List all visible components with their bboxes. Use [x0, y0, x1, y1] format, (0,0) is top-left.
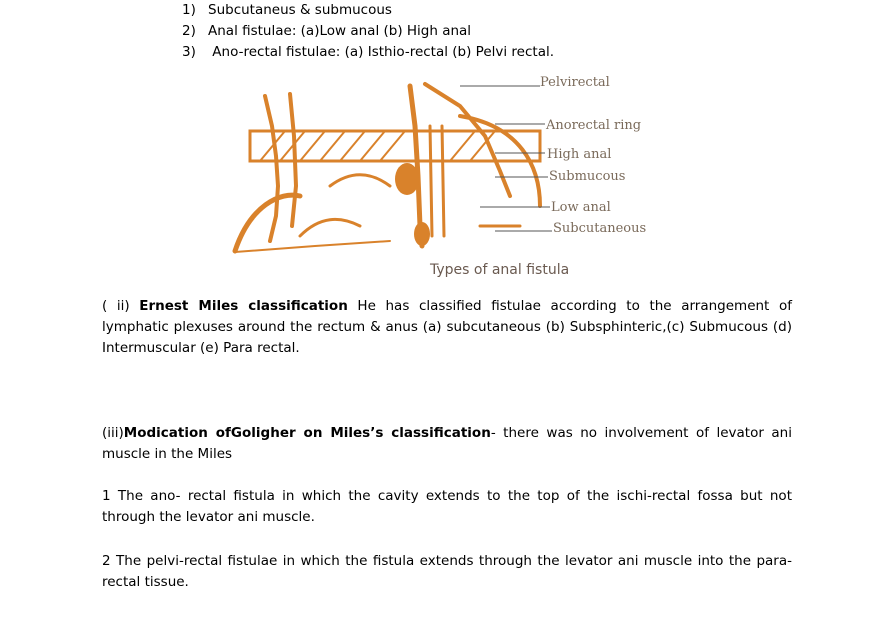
list-item: [182, 0, 554, 21]
label-high-anal: High anal: [547, 147, 612, 162]
figure-caption: Types of anal fistula: [430, 262, 570, 278]
list-text: Ano-rectal fistulae: (a) Isthio-rectal (b) Pelvi rectal.: [208, 44, 555, 60]
ano-rectal-fistula-paragraph: 1 The ano- rectal fistula in which the cavity extends to the top of the ischi-rectal fossa but not through the levator ani muscle.: [102, 488, 792, 525]
anal-fistula-figure: [100, 76, 660, 282]
anatomy-drawing: [235, 84, 540, 252]
list-item: [182, 21, 554, 42]
label-subcutaneous: Subcutaneous: [553, 221, 647, 236]
list-text: Subcutaneus & submucous: [208, 2, 392, 18]
list-item: [182, 42, 554, 63]
section-heading: Ernest Miles classification: [139, 298, 348, 314]
list-number: 3): [182, 44, 196, 60]
label-low-anal: Low anal: [551, 200, 611, 215]
leader-lines: [460, 86, 552, 231]
fistula-blobs: [395, 163, 430, 246]
pelvi-rectal-fistula-paragraph: 2 The pelvi-rectal fistulae in which the fistula extends through the levator ani muscle into the para- rectal tissue.: [102, 553, 792, 590]
section-prefix: ( ii): [102, 298, 140, 314]
paragraph-body: He has classified fistulae according to the arrangement of lymphatic plexuses around the rectum & anus (a) subcutaneous (b) Subsphinteric,(c) Submucous (d) Intermuscular (e) Para rectal.: [102, 298, 792, 356]
list-text: Anal fistulae: (a)Low anal (b) High anal: [208, 23, 472, 39]
label-pelvirectal: Pelvirectal: [540, 76, 610, 90]
goligher-paragraph: [102, 423, 792, 465]
section-prefix: (iii): [102, 425, 124, 441]
list-number: 2): [182, 23, 196, 39]
label-submucous: Submucous: [549, 169, 626, 184]
fistula-type-list: [182, 0, 554, 63]
label-anorectal-ring: Anorectal ring: [546, 118, 642, 133]
paragraph-body: - there was no involvement of levator ani muscle in the Miles: [102, 425, 792, 462]
section-heading: Modication ofGoligher on Miles’s classification: [123, 425, 491, 441]
list-number: 1): [182, 2, 196, 18]
miles-classification-paragraph: [102, 296, 792, 359]
